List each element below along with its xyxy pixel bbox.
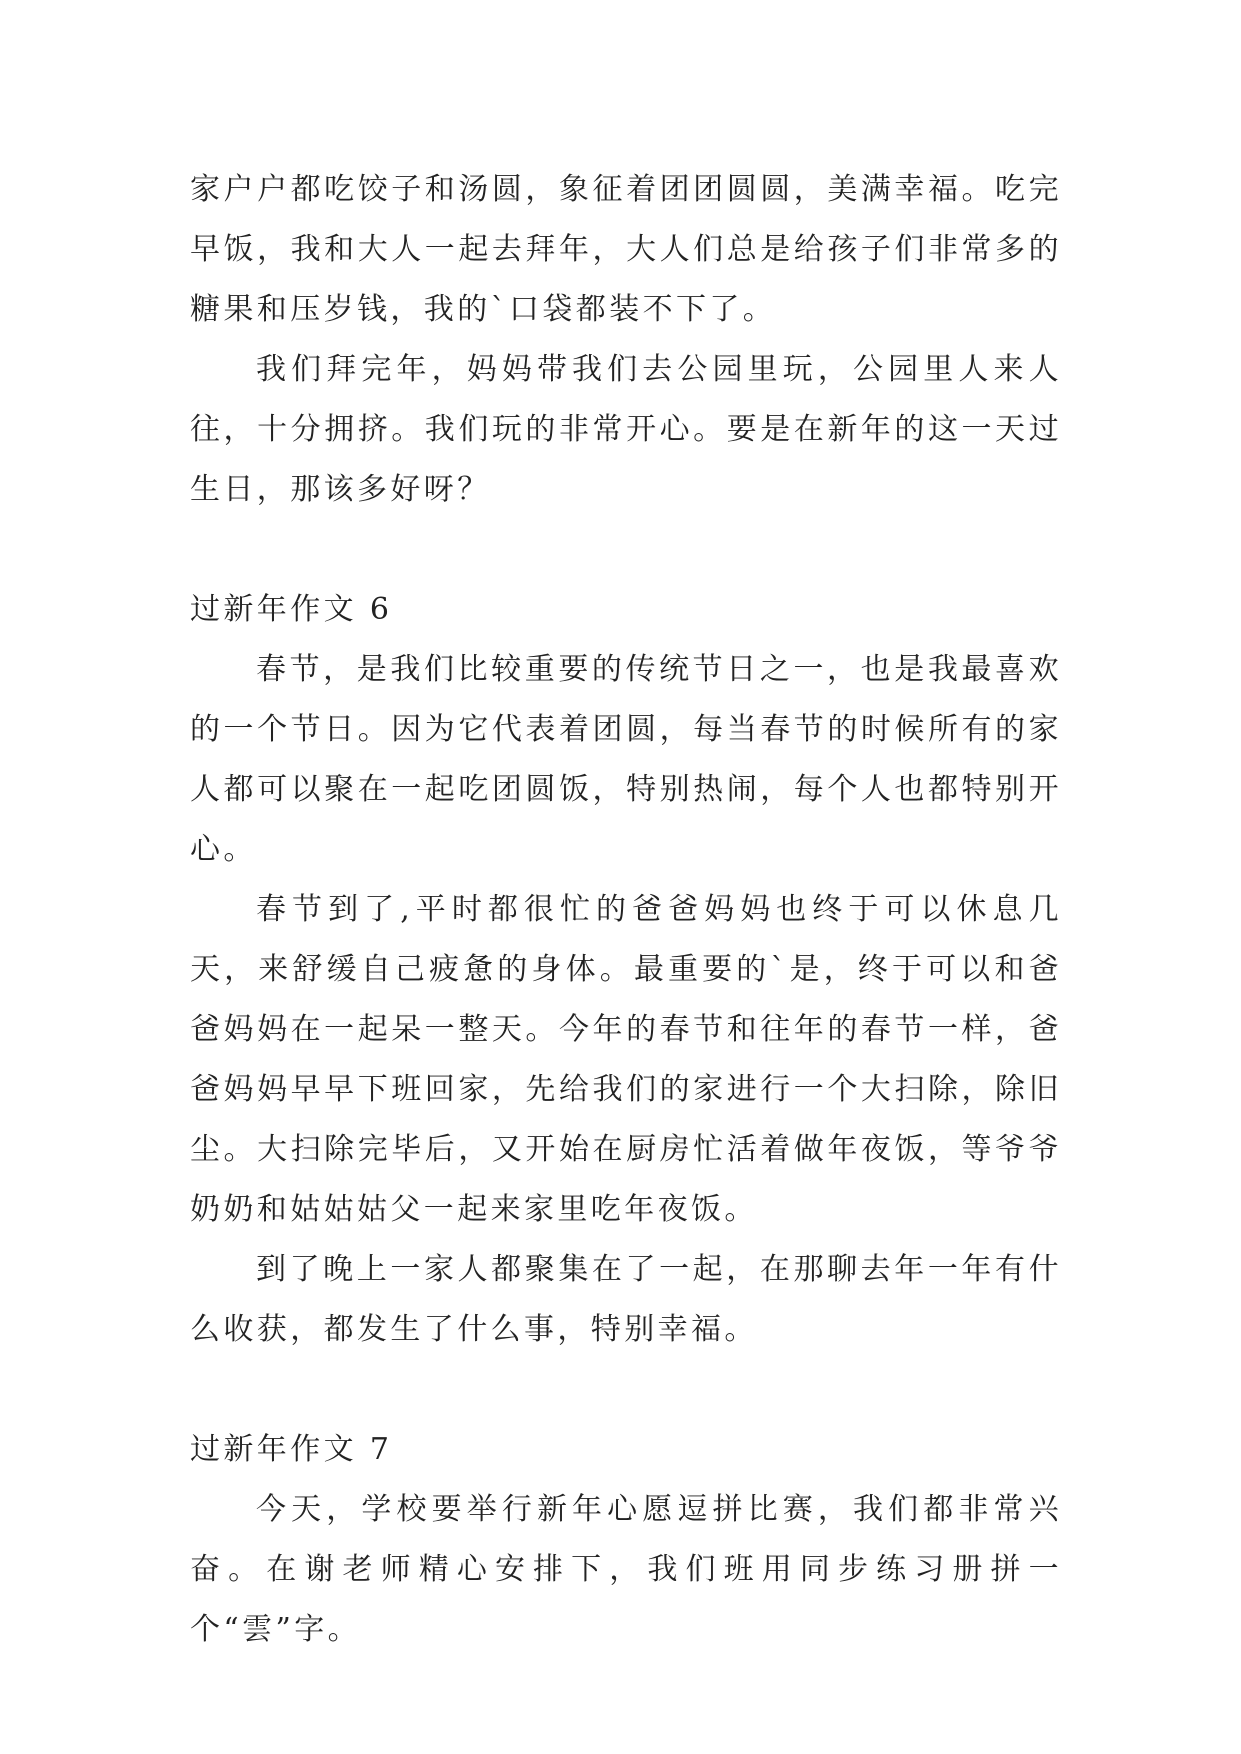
section-gap <box>190 520 1062 580</box>
section-title-6: 过新年作文 6 <box>190 592 393 627</box>
document-page <box>190 160 1062 1660</box>
body-paragraph: 春节到了,平时都很忙的爸爸妈妈也终于可以休息几天，来舒缓自己疲惫的身体。最重要的`是，终于可以和爸爸妈妈在一起呆一整天。今年的春节和往年的春节一样，爸爸妈妈早早下班回家，先给我们的家进行一个大扫除，除旧尘。大扫除完毕后，又开始在厨房忙活着做年夜饭，等爷爷奶奶和姑姑姑父一起来家里吃年夜饭。 <box>190 892 1062 1227</box>
body-paragraph: 家户户都吃饺子和汤圆，象征着团团圆圆，美满幸福。吃完早饭，我和大人一起去拜年，大人们总是给孩子们非常多的糖果和压岁钱，我的`口袋都装不下了。 <box>190 172 1062 327</box>
body-paragraph: 我们拜完年，妈妈带我们去公园里玩，公园里人来人往，十分拥挤。我们玩的非常开心。要是在新年的这一天过生日，那该多好呀？ <box>190 352 1062 507</box>
body-paragraph: 春节，是我们比较重要的传统节日之一，也是我最喜欢的一个节日。因为它代表着团圆，每当春节的时候所有的家人都可以聚在一起吃团圆饭，特别热闹，每个人也都特别开心。 <box>190 652 1062 867</box>
section-title-7: 过新年作文 7 <box>190 1432 393 1467</box>
body-paragraph: 到了晚上一家人都聚集在了一起，在那聊去年一年有什么收获，都发生了什么事，特别幸福。 <box>190 1252 1062 1347</box>
body-paragraph: 今天，学校要举行新年心愿逗拼比赛，我们都非常兴奋。在谢老师精心安排下，我们班用同步练习册拼一个“雲”字。 <box>190 1492 1062 1647</box>
section-gap <box>190 1360 1062 1420</box>
